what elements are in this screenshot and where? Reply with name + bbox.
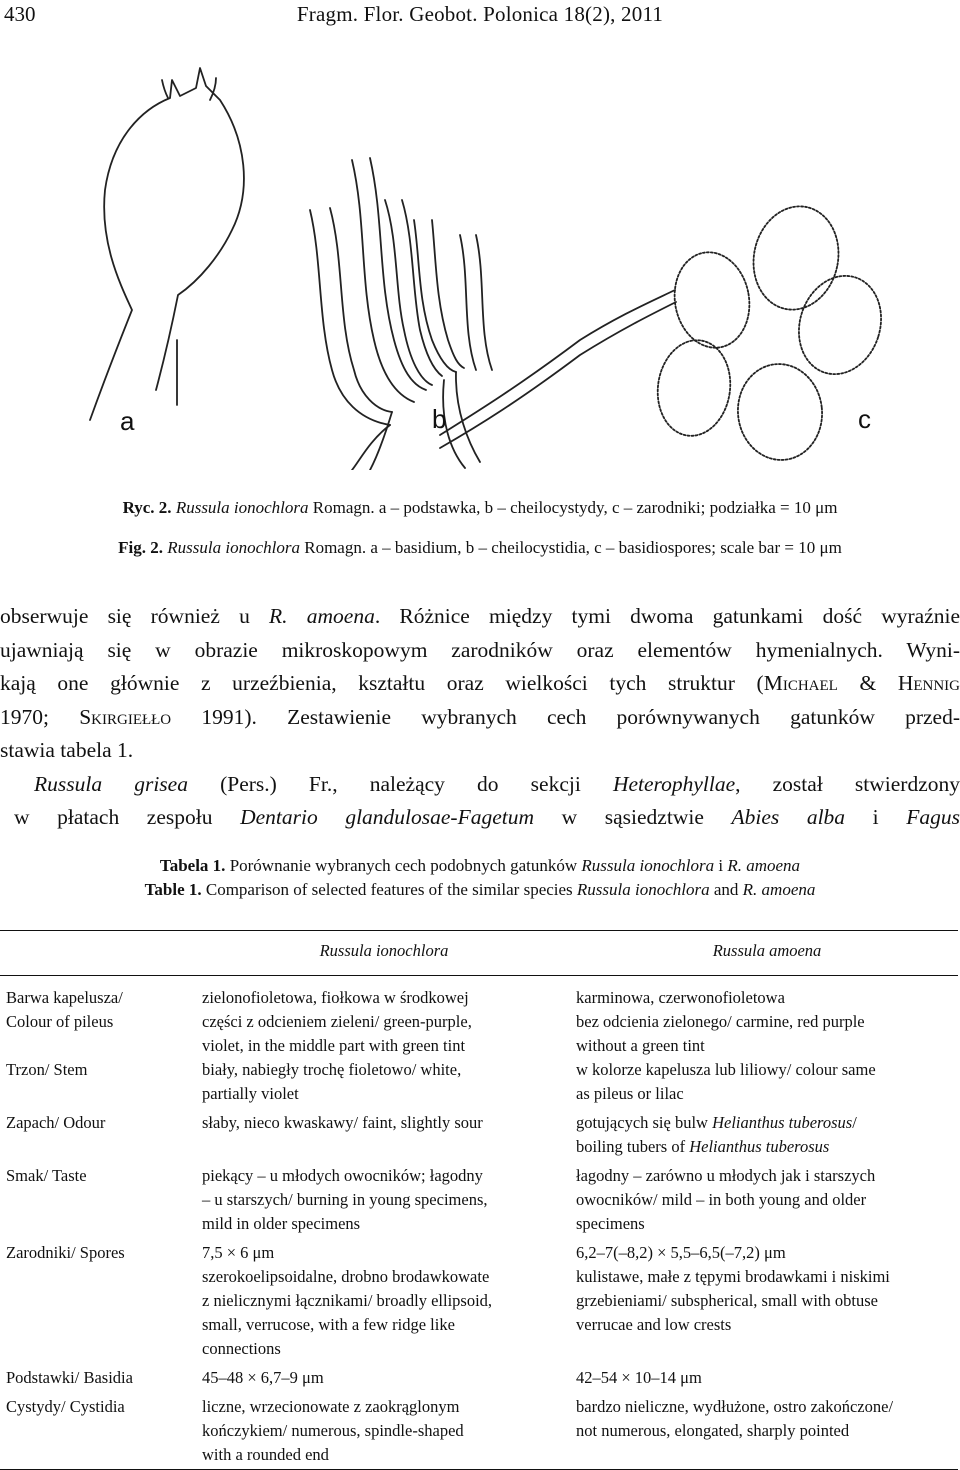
basidium-drawing <box>90 68 244 420</box>
table-header-row <box>0 931 958 976</box>
table-row: Barwa kapelusza/ Colour of pileus zielonofioletowa, fiołkowa w środkowej części z odcieniem zieleni/ green-purple, violet, in the middle part with green tint karminowa, czerwonofioletowa bez odcienia zielonego/ carmine, red purple without a green tint <box>6 988 865 1055</box>
cheilocystidia-drawing <box>310 158 676 470</box>
col-header-amoena: Russula amoena <box>712 941 822 960</box>
table-row: Cystydy/ Cystidia liczne, wrzecionowate z zaokrąglonym kończykiem/ numerous, spindle-shaped with a rounded end bardzo nieliczne, wydłużone, ostro zakończone/ not numerous, elongated, sharply pointed <box>0 1390 958 1470</box>
table-caption-pl: Tabela 1. Porównanie wybranych cech podobnych gatunków Russula ionochlora i R. amoena <box>159 856 801 875</box>
figure-caption-pl: Ryc. 2. Russula ionochlora Romagn. a – podstawka, b – cheilocystydy, c – zarodniki; podziałka = 10 μm <box>122 498 838 517</box>
table-caption-en: Table 1. Comparison of selected features of the similar species Russula ionochlora and R. amoena <box>144 880 816 899</box>
figure-label-a: a <box>120 406 135 436</box>
journal-title: Fragm. Flor. Geobot. Polonica 18(2), 2011 <box>296 2 664 26</box>
figure-label-b: b <box>432 404 447 434</box>
table-row: Smak/ Taste piekący – u młodych owocników; łagodny – u starszych/ burning in young specimens, mild in older specimens łagodny – zarówno u młodych jak i starszych owocników/ mild – in both young and older specimens <box>6 1166 876 1233</box>
running-header <box>0 2 960 32</box>
table-row: Podstawki/ Basidia 45–48 × 6,7–9 μm 42–54 × 10–14 μm <box>6 1368 702 1387</box>
figure-label-c: c <box>858 404 871 434</box>
table-row: Zarodniki/ Spores 7,5 × 6 μm szerokoelipsoidalne, drobno brodawkowate z nielicznymi łącznikami/ broadly ellipsoid, small, verrucose, with a few ridge like connections 6,2–7(–8,2) × 5,5–6,5(–7,2) μm kulistawe, małe z tępymi brodawkami i niskimi grzebieniami/ subspherical, small with obtuse verrucae and low crests <box>6 1243 890 1358</box>
col-header-ionochlora: Russula ionochlora <box>319 941 449 960</box>
table-row: Trzon/ Stem biały, nabiegły trochę fioletowo/ white, partially violet w kolorze kapelusza lub liliowy/ colour same as pileus or lilac <box>6 1060 876 1103</box>
table-row: Zapach/ Odour słaby, nieco kwaskawy/ faint, slightly sour gotujących się bulw Helianthus tuberosus/ boiling tubers of Helianthus tuberosus <box>6 1113 857 1156</box>
body-paragraph: obserwuje się również u R. amoena. Różnice między tymi dwoma gatunkami dość wyraźnie ujawniają się w obrazie mikroskopowym zarodników oraz elementów hymenialnych. Wyni- kają one głównie z urzeźbienia, kształtu oraz wielkości tych struktur (Michael & Hennig 1970; Skirgiełło 1991). Zestawienie wybranych cech porównywanych gatunków przed- stawia tabela 1. Russula grisea (Pers.) Fr., należący do sekcji Heterophyllae, został stwierdzony w płatach zespołu Dentario glandulosae-Fagetum w sąsiedztwie Abies alba i Fagus <box>0 604 960 829</box>
comparison-table <box>0 930 958 1470</box>
figure-drawing <box>60 40 960 470</box>
figure-caption-en: Fig. 2. Russula ionochlora Romagn. a – basidium, b – cheilocystidia, c – basidiospores; scale bar = 10 μm <box>118 538 842 557</box>
page-number: 430 <box>4 2 36 26</box>
